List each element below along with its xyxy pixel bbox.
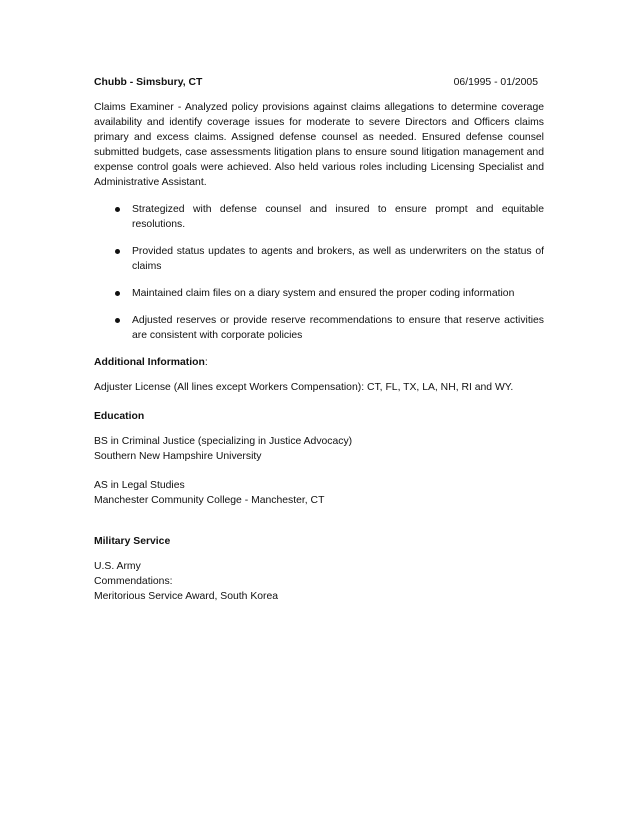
bullet-icon [115,249,120,254]
degree: BS in Criminal Justice (specializing in Justice Advocacy) [94,436,353,447]
list-item [94,244,544,274]
bullet-text: Provided status updates to agents and brokers, as well as underwriters on the status of claims [132,246,544,272]
degree: AS in Legal Studies [94,480,185,491]
school: Manchester Community College - Manchester, CT [94,495,325,506]
military-branch: U.S. Army [94,561,141,572]
education-entry [94,478,544,508]
military-heading: Military Service [94,536,171,547]
bullet-icon [115,207,120,212]
list-item [94,202,544,232]
commendation-award: Meritorious Service Award, South Korea [94,591,279,602]
employment-dates: 06/1995 - 01/2005 [453,77,538,88]
education-entry [94,434,544,464]
school: Southern New Hampshire University [94,451,262,462]
additional-info-colon: : [204,357,208,368]
employer-name: Chubb - Simsbury, CT [94,77,203,88]
list-item [94,286,544,301]
bullet-text: Adjusted reserves or provide reserve recommendations to ensure that reserve activities are consistent with corporate policies [132,315,544,341]
additional-info-heading-text: Additional Information [94,357,205,368]
bullet-text: Strategized with defense counsel and insured to ensure prompt and equitable resolutions. [132,204,544,230]
additional-info-text: Adjuster License (All lines except Workers Compensation): CT, FL, TX, LA, NH, RI and WY. [94,382,514,393]
education-heading: Education [94,411,145,422]
job-header [94,75,544,90]
bullet-text: Maintained claim files on a diary system and ensured the proper coding information [132,288,515,299]
list-item [94,313,544,343]
bullet-icon [115,291,120,296]
job-bullet-list [94,202,544,343]
job-description: Claims Examiner - Analyzed policy provisions against claims allegations to determine coverage availability and identify coverage issues for moderate to severe Directors and Officers claims primary and excess claims. Assigned defense counsel as needed. Ensured defense counsel submitted budgets, case assessments litigation plans to ensure sound litigation management and expense control goals were achieved. Also held various roles including Licensing Specialist and Administrative Assistant. [94,102,544,188]
bullet-icon [115,318,120,323]
commendations-label: Commendations: [94,576,173,587]
additional-info-heading [94,355,544,370]
military-details [94,559,544,604]
